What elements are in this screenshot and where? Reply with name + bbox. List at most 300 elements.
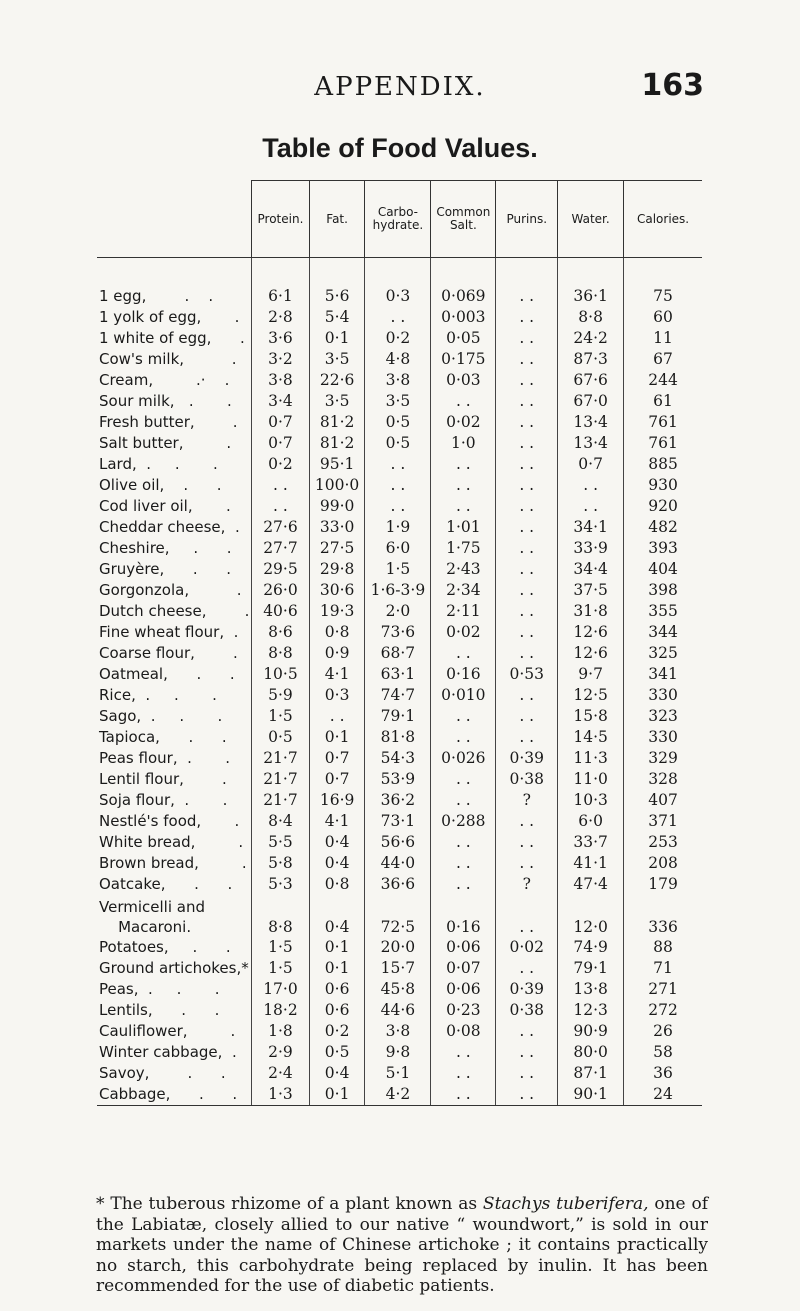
value-cell: 44·6 (365, 1000, 431, 1021)
value-cell: 0·08 (431, 1021, 496, 1042)
food-name-cell: Fine wheat flour, . (99, 623, 239, 641)
value-cell: 54·3 (365, 748, 431, 769)
value-cell: 761 (624, 412, 702, 433)
value-cell: 95·1 (309, 454, 365, 475)
value-cell: 393 (624, 538, 702, 559)
value-cell: 0·9 (309, 643, 365, 664)
value-cell: . . (496, 1084, 558, 1106)
value-cell: . . (496, 391, 558, 412)
food-name-cell: Dutch cheese, . (99, 602, 250, 620)
running-header (0, 68, 800, 112)
value-cell: 0·288 (431, 811, 496, 832)
spacer-cell (252, 258, 310, 287)
value-cell: . . (496, 622, 558, 643)
table-row (97, 496, 702, 517)
value-cell: 24·2 (558, 328, 624, 349)
value-cell: 90·9 (558, 1021, 624, 1042)
value-cell: 2·0 (365, 601, 431, 622)
column-header: Purins. (496, 181, 558, 258)
value-cell: 33·9 (558, 538, 624, 559)
value-cell: 36·1 (558, 286, 624, 307)
value-cell: 31·8 (558, 601, 624, 622)
value-cell: . . (252, 475, 310, 496)
value-cell: 13·4 (558, 412, 624, 433)
value-cell: . . (365, 496, 431, 517)
value-cell: 21·7 (252, 748, 310, 769)
table-row (97, 937, 702, 958)
value-cell: 407 (624, 790, 702, 811)
value-cell: 1·8 (252, 1021, 310, 1042)
value-cell: 67·6 (558, 370, 624, 391)
food-name-cell: Rice, . . . (99, 686, 217, 704)
header-corner (97, 181, 252, 258)
value-cell: 0·06 (431, 979, 496, 1000)
value-cell: 0·1 (309, 937, 365, 958)
value-cell: 0·8 (309, 874, 365, 895)
column-header-text: Common Salt. (436, 205, 491, 232)
value-cell: 2·34 (431, 580, 496, 601)
value-cell: . . (431, 706, 496, 727)
value-cell: 0·5 (365, 412, 431, 433)
value-cell: 8·4 (252, 811, 310, 832)
table-row (97, 601, 702, 622)
value-cell: 0·010 (431, 685, 496, 706)
food-name-cell: Oatcake, . . (99, 875, 233, 893)
value-cell: . . (496, 286, 558, 307)
value-cell: 5·4 (309, 307, 365, 328)
value-cell: 87·1 (558, 1063, 624, 1084)
value-cell: 0·02 (431, 412, 496, 433)
value-cell: 0·069 (431, 286, 496, 307)
value-cell: 371 (624, 811, 702, 832)
food-name-cell: Lentil flour, . (99, 770, 227, 788)
value-cell: 8·8 (558, 307, 624, 328)
value-cell: 26·0 (252, 580, 310, 601)
value-cell: 5·9 (252, 685, 310, 706)
value-cell: 5·3 (252, 874, 310, 895)
value-cell: 60 (624, 307, 702, 328)
value-cell: 330 (624, 685, 702, 706)
value-cell: 63·1 (365, 664, 431, 685)
value-cell: 10·5 (252, 664, 310, 685)
spacer-cell (496, 258, 558, 287)
food-values-table (97, 180, 702, 1106)
page-title: Table of Food Values. (262, 133, 538, 163)
value-cell: 27·7 (252, 538, 310, 559)
value-cell: 0·1 (309, 1084, 365, 1106)
value-cell: 14·5 (558, 727, 624, 748)
value-cell: 329 (624, 748, 702, 769)
value-cell: 3·5 (365, 391, 431, 412)
footnote-species-name: Stachys tuberifera, (482, 1194, 649, 1214)
value-cell: 26 (624, 1021, 702, 1042)
value-cell: . . (496, 454, 558, 475)
value-cell: 87·3 (558, 349, 624, 370)
table-row (97, 685, 702, 706)
value-cell: 4·8 (365, 349, 431, 370)
value-cell: 6·0 (365, 538, 431, 559)
value-cell: 27·6 (252, 517, 310, 538)
value-cell: 100·0 (309, 475, 365, 496)
table-row (97, 307, 702, 328)
table-row (97, 874, 702, 895)
value-cell: 4·1 (309, 664, 365, 685)
footnote-text: * The tuberous rhizome of a plant known as (96, 1194, 483, 1214)
value-cell: 12·6 (558, 622, 624, 643)
column-header (431, 181, 496, 258)
table-row (97, 727, 702, 748)
value-cell: . . (496, 370, 558, 391)
table-row (97, 643, 702, 664)
table-row (97, 853, 702, 874)
value-cell: 0·5 (309, 1042, 365, 1063)
value-cell: 0·7 (252, 412, 310, 433)
food-name-cell: Potatoes, . . (99, 938, 231, 956)
value-cell: 0·5 (252, 727, 310, 748)
value-cell: 0·05 (431, 328, 496, 349)
column-header: Fat. (309, 181, 365, 258)
value-cell: 0·07 (431, 958, 496, 979)
value-cell: . . (496, 433, 558, 454)
value-cell: 13·4 (558, 433, 624, 454)
value-cell: 74·7 (365, 685, 431, 706)
value-cell: 0·1 (309, 328, 365, 349)
table-row (97, 328, 702, 349)
value-cell: 5·6 (309, 286, 365, 307)
value-cell: 2·8 (252, 307, 310, 328)
value-cell: . . (496, 1063, 558, 1084)
value-cell: . . (496, 685, 558, 706)
value-cell: 244 (624, 370, 702, 391)
value-cell: 3·2 (252, 349, 310, 370)
table-row (97, 517, 702, 538)
column-header: Calories. (624, 181, 702, 258)
value-cell: 36·6 (365, 874, 431, 895)
value-cell: 67·0 (558, 391, 624, 412)
value-cell: 68·7 (365, 643, 431, 664)
food-name-cell: Savoy, . . (99, 1064, 226, 1082)
value-cell: 56·6 (365, 832, 431, 853)
value-cell: . . (496, 328, 558, 349)
value-cell: 1·01 (431, 517, 496, 538)
value-cell: 0·23 (431, 1000, 496, 1021)
value-cell: 0·4 (309, 853, 365, 874)
value-cell: 8·6 (252, 622, 310, 643)
food-name-cell: Cow's milk, . (99, 350, 237, 368)
table-body (97, 258, 702, 1106)
table-row (97, 622, 702, 643)
value-cell: 0·175 (431, 349, 496, 370)
food-name-cell: Salt butter, . (99, 434, 232, 452)
table-row (97, 433, 702, 454)
food-name-cell: Gruyère, . . (99, 560, 231, 578)
value-cell: 0·6 (309, 979, 365, 1000)
table-row (97, 748, 702, 769)
value-cell: 73·1 (365, 811, 431, 832)
value-cell: 1·5 (252, 937, 310, 958)
value-cell: 18·2 (252, 1000, 310, 1021)
footnote (96, 1194, 708, 1297)
value-cell: . . (431, 874, 496, 895)
spacer-cell (309, 258, 365, 287)
value-cell: 179 (624, 874, 702, 895)
value-cell: 0·3 (365, 286, 431, 307)
value-cell: 0·1 (309, 958, 365, 979)
value-cell: 3·8 (365, 1021, 431, 1042)
value-cell: 271 (624, 979, 702, 1000)
value-cell: 16·9 (309, 790, 365, 811)
value-cell: . . (431, 853, 496, 874)
value-cell: 4·1 (309, 811, 365, 832)
value-cell: 33·0 (309, 517, 365, 538)
value-cell: 328 (624, 769, 702, 790)
value-cell: 1·6-3·9 (365, 580, 431, 601)
value-cell: 10·3 (558, 790, 624, 811)
value-cell: 0·38 (496, 1000, 558, 1021)
value-cell: . . (365, 454, 431, 475)
food-name-cell: Vermicelli and Macaroni. (99, 898, 205, 936)
table-row (97, 349, 702, 370)
value-cell: 0·39 (496, 979, 558, 1000)
spacer-cell (558, 258, 624, 287)
value-cell: 44·0 (365, 853, 431, 874)
value-cell: . . (558, 475, 624, 496)
value-cell: 0·7 (558, 454, 624, 475)
value-cell: 0·02 (431, 622, 496, 643)
food-name-cell: Lentils, . . (99, 1001, 220, 1019)
food-name-cell: White bread, . (99, 833, 244, 851)
value-cell: 71 (624, 958, 702, 979)
value-cell: 1·5 (252, 706, 310, 727)
value-cell: 81·2 (309, 433, 365, 454)
value-cell: 45·8 (365, 979, 431, 1000)
value-cell: 2·11 (431, 601, 496, 622)
value-cell: . . (496, 853, 558, 874)
value-cell: 99·0 (309, 496, 365, 517)
value-cell: . . (252, 496, 310, 517)
value-cell: . . (431, 1042, 496, 1063)
table-row (97, 538, 702, 559)
value-cell: 1·75 (431, 538, 496, 559)
value-cell: 29·8 (309, 559, 365, 580)
value-cell: 12·0 (558, 895, 624, 937)
food-name-cell: 1 white of egg, . (99, 329, 245, 347)
value-cell: . . (496, 412, 558, 433)
footnote-text: one of the Labiatæ, closely allied to our native “ woundwort,” is sold in our markets under the name of Chinese artichoke ; it contains practically no starch, this carbohydrate being replaced by inulin. It has been recommended for the use of diabetic patients. (96, 1194, 708, 1296)
value-cell: 8·8 (252, 643, 310, 664)
table-row (97, 979, 702, 1000)
value-cell: . . (431, 1063, 496, 1084)
spacer-cell (431, 258, 496, 287)
table-row (97, 412, 702, 433)
value-cell: . . (496, 1042, 558, 1063)
food-name-cell: Tapioca, . . (99, 728, 227, 746)
table-row (97, 769, 702, 790)
value-cell: 0·4 (309, 832, 365, 853)
value-cell: 13·8 (558, 979, 624, 1000)
value-cell: 11·0 (558, 769, 624, 790)
table-header-row (97, 181, 702, 258)
value-cell: . . (496, 559, 558, 580)
value-cell: 344 (624, 622, 702, 643)
value-cell: 885 (624, 454, 702, 475)
value-cell: 920 (624, 496, 702, 517)
value-cell: 80·0 (558, 1042, 624, 1063)
value-cell: 58 (624, 1042, 702, 1063)
value-cell: 22·6 (309, 370, 365, 391)
food-name-cell: Gorgonzola, . (99, 581, 242, 599)
value-cell: 4·2 (365, 1084, 431, 1106)
table-row (97, 664, 702, 685)
value-cell: 11·3 (558, 748, 624, 769)
value-cell: . . (365, 307, 431, 328)
table-row (97, 706, 702, 727)
value-cell: 0·03 (431, 370, 496, 391)
value-cell: 930 (624, 475, 702, 496)
food-name-cell: Cheddar cheese, . (99, 518, 240, 536)
value-cell: ? (496, 790, 558, 811)
value-cell: . . (496, 727, 558, 748)
value-cell: 0·003 (431, 307, 496, 328)
value-cell: . . (558, 496, 624, 517)
value-cell: 0·7 (309, 769, 365, 790)
value-cell: 20·0 (365, 937, 431, 958)
value-cell: 3·5 (309, 391, 365, 412)
value-cell: 3·8 (365, 370, 431, 391)
value-cell: 11 (624, 328, 702, 349)
table-row (97, 895, 702, 937)
value-cell: 0·8 (309, 622, 365, 643)
value-cell: 5·8 (252, 853, 310, 874)
value-cell: 0·16 (431, 664, 496, 685)
value-cell: . . (496, 349, 558, 370)
value-cell: 5·1 (365, 1063, 431, 1084)
value-cell: 33·7 (558, 832, 624, 853)
value-cell: 41·1 (558, 853, 624, 874)
value-cell: 0·5 (365, 433, 431, 454)
value-cell: 336 (624, 895, 702, 937)
value-cell: 72·5 (365, 895, 431, 937)
value-cell: . . (496, 538, 558, 559)
value-cell: 79·1 (365, 706, 431, 727)
value-cell: 37·5 (558, 580, 624, 601)
value-cell: 325 (624, 643, 702, 664)
value-cell: 0·2 (309, 1021, 365, 1042)
value-cell: . . (431, 454, 496, 475)
value-cell: 404 (624, 559, 702, 580)
value-cell: 1·0 (431, 433, 496, 454)
value-cell: 21·7 (252, 790, 310, 811)
value-cell: 0·1 (309, 727, 365, 748)
value-cell: 0·7 (252, 433, 310, 454)
food-name-cell: Sago, . . . (99, 707, 223, 725)
value-cell: . . (431, 1084, 496, 1106)
value-cell: 19·3 (309, 601, 365, 622)
value-cell: 24 (624, 1084, 702, 1106)
food-name-cell: Lard, . . . (99, 455, 218, 473)
value-cell: 208 (624, 853, 702, 874)
value-cell: . . (496, 706, 558, 727)
value-cell: 90·1 (558, 1084, 624, 1106)
food-name-cell: Cod liver oil, . (99, 497, 231, 515)
food-name-cell: Cauliflower, . (99, 1022, 236, 1040)
table-row (97, 958, 702, 979)
value-cell: . . (496, 580, 558, 601)
value-cell: 0·2 (252, 454, 310, 475)
running-title: APPENDIX. (314, 72, 486, 102)
value-cell: . . (309, 706, 365, 727)
food-name-cell: Olive oil, . . (99, 476, 222, 494)
value-cell: 0·3 (309, 685, 365, 706)
page-number: 163 (641, 68, 704, 103)
value-cell: 36·2 (365, 790, 431, 811)
value-cell: 2·9 (252, 1042, 310, 1063)
food-name-cell: Sour milk, . . (99, 392, 232, 410)
value-cell: 323 (624, 706, 702, 727)
spacer-cell (365, 258, 431, 287)
value-cell: 0·02 (496, 937, 558, 958)
value-cell: 0·16 (431, 895, 496, 937)
value-cell: 0·53 (496, 664, 558, 685)
value-cell: 6·0 (558, 811, 624, 832)
value-cell: 73·6 (365, 622, 431, 643)
table-row (97, 832, 702, 853)
value-cell: . . (365, 475, 431, 496)
value-cell: 47·4 (558, 874, 624, 895)
column-header-text: Carbo- hydrate. (372, 205, 424, 232)
value-cell: 3·5 (309, 349, 365, 370)
value-cell: 0·38 (496, 769, 558, 790)
value-cell: 30·6 (309, 580, 365, 601)
value-cell: . . (496, 475, 558, 496)
table-row (97, 475, 702, 496)
value-cell: 12·5 (558, 685, 624, 706)
value-cell: 0·6 (309, 1000, 365, 1021)
table-row (97, 559, 702, 580)
value-cell: 81·8 (365, 727, 431, 748)
value-cell: . . (496, 1021, 558, 1042)
value-cell: 3·8 (252, 370, 310, 391)
value-cell: . . (496, 496, 558, 517)
value-cell: . . (431, 832, 496, 853)
table-row (97, 580, 702, 601)
value-cell: 21·7 (252, 769, 310, 790)
value-cell: 29·5 (252, 559, 310, 580)
food-name-cell: Fresh butter, . (99, 413, 238, 431)
value-cell: . . (496, 958, 558, 979)
food-name-cell: Cheshire, . . (99, 539, 232, 557)
value-cell: 0·06 (431, 937, 496, 958)
value-cell: 0·2 (365, 328, 431, 349)
column-header: Protein. (252, 181, 310, 258)
value-cell: 81·2 (309, 412, 365, 433)
value-cell: 0·4 (309, 1063, 365, 1084)
value-cell: . . (431, 391, 496, 412)
value-cell: . . (431, 727, 496, 748)
food-name-cell: Cabbage, . . (97, 1084, 252, 1106)
value-cell: 12·3 (558, 1000, 624, 1021)
food-name-cell: Brown bread, . (99, 854, 247, 872)
value-cell: 40·6 (252, 601, 310, 622)
food-name-cell: Coarse flour, . (99, 644, 238, 662)
value-cell: 67 (624, 349, 702, 370)
food-name-cell: Oatmeal, . . (99, 665, 235, 683)
spacer-cell (624, 258, 702, 287)
value-cell: 0·026 (431, 748, 496, 769)
table-row (97, 1021, 702, 1042)
value-cell: 74·9 (558, 937, 624, 958)
value-cell: . . (431, 475, 496, 496)
